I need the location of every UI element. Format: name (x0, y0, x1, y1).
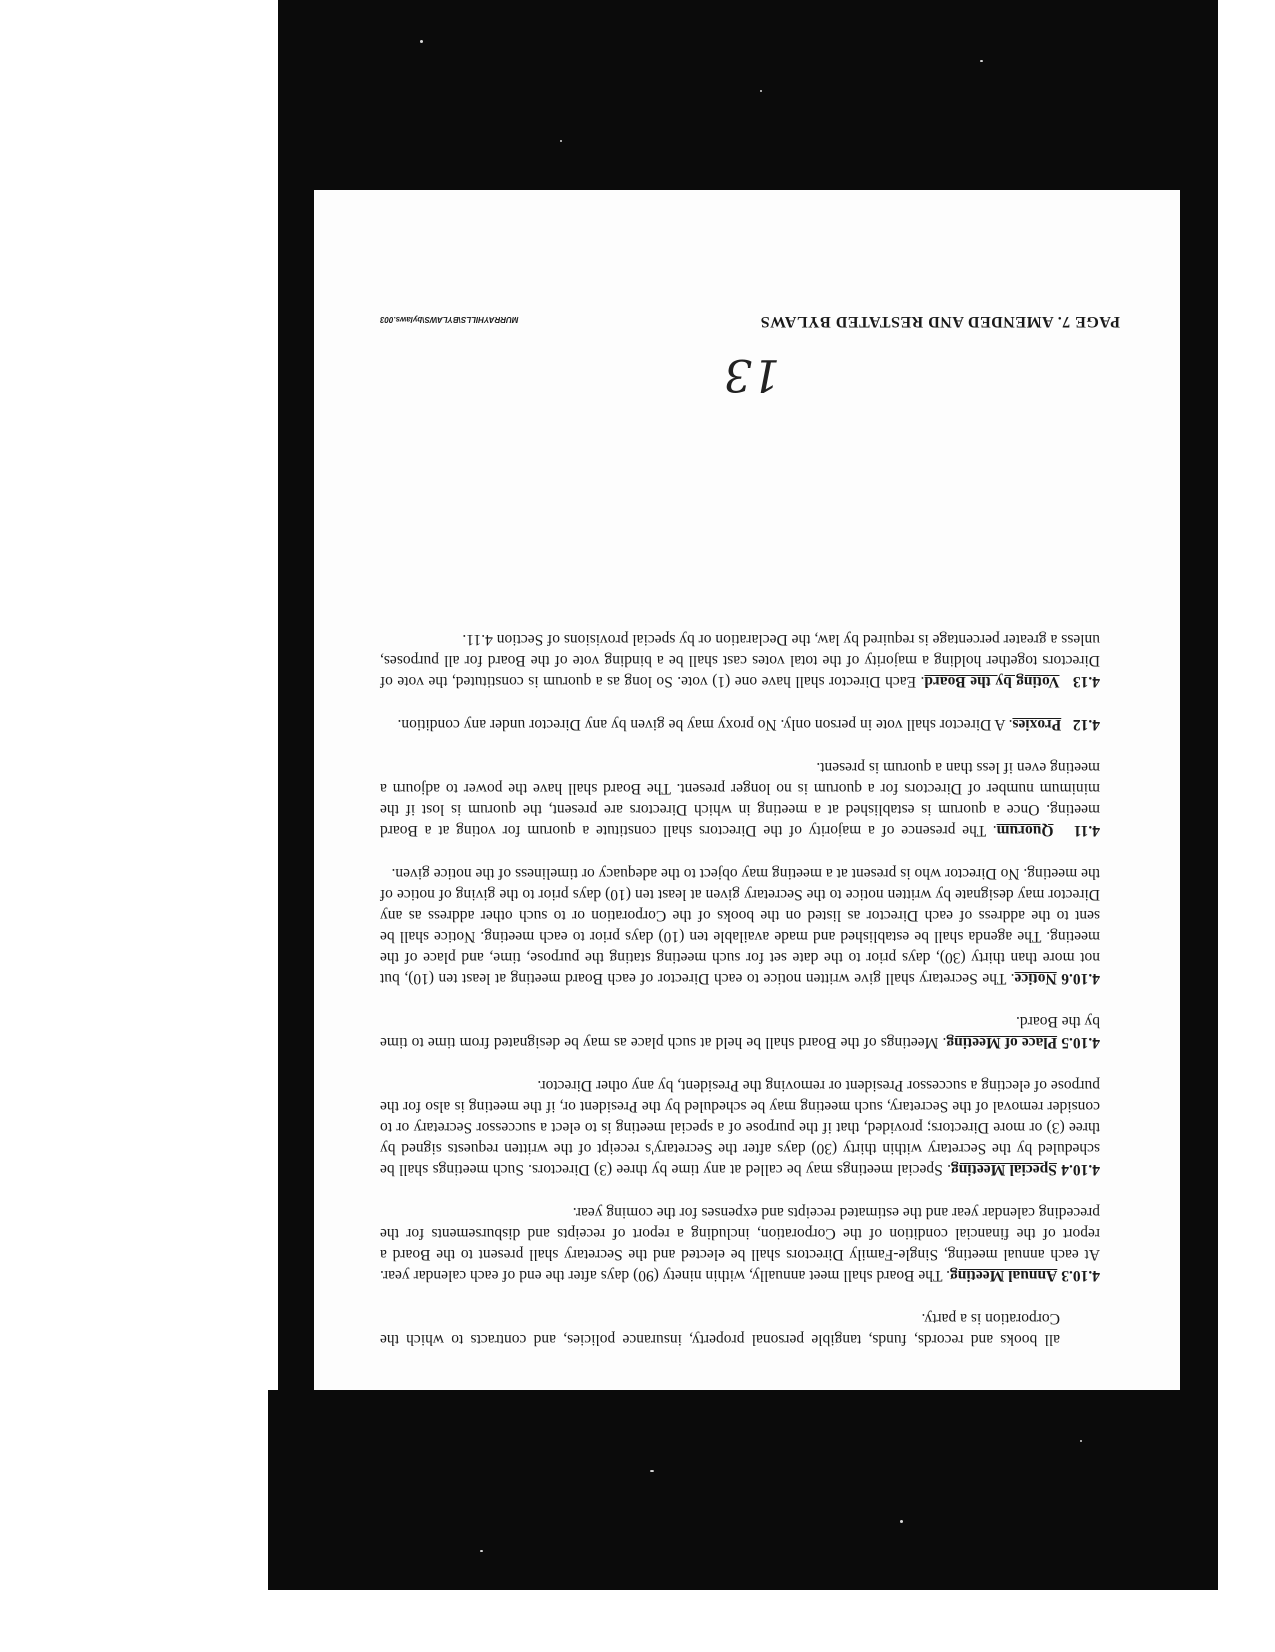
section-4-11: 4.11 Quorum. The presence of a majority of the Directors shall constitute a quorum for voting at a Board meeting. Once a quorum is established at a meeting in which Directors are present, the quorum is lost if the minimum number of Directors for a quorum is no longer present. The Board shall have the power to adjourn a meeting even if less than a quorum is present. (380, 759, 1100, 839)
footer-title: PAGE 7. AMENDED AND RESTATED BYLAWS (760, 313, 1120, 330)
section-text: The Secretary shall give written notice to each Director of each Board meeting at least ten (10), but not more than thirty (30), days prior to the date set for such meeting stating the purpose, time, and place of the meeting. The agenda shall be established and made available ten (10) days prior to each meeting. Notice shall be sent to the address of each Director as listed on the books of the Corporation or to such other address as any Director may designate by written notice to the Secretary given at least ten (10) days prior to the giving of notice of the meeting. No Director who is present at a meeting may object to the adequacy or timeliness of the notice given. (379, 865, 1100, 987)
section-text: Special meetings may be called at any time by three (3) Directors. Such meetings shall be scheduled by the Secretary within thirty (30) days after the Secretary's receipt of the written requests signed by three (3) or more Directors; provided, that if the purpose of a special meeting is to elect a successor Secretary or to consider removal of the Secretary, such meeting may be scheduled by the President or, if the meeting is also for the purpose of electing a successor President or removing the President, by any other Director. (379, 1077, 1100, 1178)
paragraph-text: all books and records, funds, tangible personal property, insurance policies, and contracts to which the Corporation is a party. (380, 1310, 1060, 1348)
scan-background-top (278, 0, 1218, 190)
handwritten-page-number: 13 (724, 349, 780, 400)
section-number: 4.10.6 (1061, 970, 1100, 987)
section-4-12: 4.12 Proxies. A Director shall vote in person only. No proxy may be given by any Director under any condition. (397, 716, 1100, 733)
section-4-10-5: 4.10.5 Place of Meeting. Meetings of the Board shall be held at such place as may be designated from time to time by the Board. (379, 1013, 1100, 1051)
section-text: Meetings of the Board shall be held at such place as may be designated from time to time by the Board. (379, 1013, 1100, 1051)
scan-speck (900, 1520, 903, 1523)
section-number: 4.10.5 (1061, 1034, 1100, 1051)
section-number: 4.13 (1072, 673, 1100, 690)
section-title: Place of Meeting (946, 1034, 1058, 1051)
section-text: A Director shall vote in person only. No proxy may be given by any Director under any condition. (397, 716, 1006, 733)
scan-speck (760, 90, 762, 92)
scan-background-right (1180, 190, 1218, 1390)
section-4-10-6: 4.10.6 Notice. The Secretary shall give written notice to each Director of each Board meeting at least ten (10), but not more than thirty (30), days prior to the date set for such meeting stating the purpose, time, and place of the meeting. The agenda shall be established and made available ten (10) days prior to each meeting. Notice shall be sent to the address of each Director as listed on the books of the Corporation or to such other address as any Director may designate by written notice to the Secretary given at least ten (10) days prior to the giving of notice of the meeting. No Director who is present at a meeting may object to the adequacy or timeliness of the notice given. (379, 865, 1100, 987)
scan-speck (560, 140, 562, 142)
section-text: Each Director shall have one (1) vote. So long as a quorum is constituted, the vote of Directors together holding a majority of the total votes cast shall be a binding vote of the Board for all purposes, unless a greater percentage is required by law, the Declaration or by special provisions of Section 4.11. (380, 631, 1100, 690)
scan-background-left (278, 190, 314, 1390)
section-number: 4.10.3 (1061, 1267, 1100, 1284)
page-footer (360, 300, 1120, 330)
section-title: Quorum (996, 822, 1054, 839)
document-body (380, 607, 1100, 1350)
section-4-13: 4.13 Voting by the Board. Each Director shall have one (1) vote. So long as a quorum is constituted, the vote of Directors together holding a majority of the total votes cast shall be a binding vote of the Board for all purposes, unless a greater percentage is required by law, the Declaration or by special provisions of Section 4.11. (380, 631, 1100, 690)
scan-speck (480, 1550, 483, 1552)
section-title: Annual Meeting (950, 1267, 1058, 1284)
section-text: The presence of a majority of the Directors shall constitute a quorum for voting at a Board meeting. Once a quorum is established at a meeting in which Directors are present, the quorum is lost if the minimum number of Directors for a quorum is no longer present. The Board shall have the power to adjourn a meeting even if less than a quorum is present. (380, 759, 1100, 839)
paragraph-continuation (380, 1308, 1060, 1350)
footer-file-path: MURRAYHILLS\BYLAWS\bylaws.003 (380, 315, 519, 324)
document-page (314, 190, 1180, 1390)
scan-speck (650, 1470, 654, 1472)
section-title: Proxies (1012, 716, 1062, 733)
section-4-10-4: 4.10.4 Special Meeting. Special meetings may be called at any time by three (3) Directors. Such meetings shall be scheduled by the Secretary within thirty (30) days after the Secretary's receipt of the written requests signed by three (3) or more Directors; provided, that if the purpose of a special meeting is to elect a successor Secretary or to consider removal of the Secretary, such meeting may be scheduled by the President or, if the meeting is also for the purpose of electing a successor President or removing the President, by any other Director. (379, 1077, 1100, 1178)
section-title: Special Meeting (951, 1161, 1057, 1178)
section-number: 4.10.4 (1061, 1161, 1100, 1178)
section-4-10-3: 4.10.3 Annual Meeting. The Board shall meet annually, within ninety (90) days after the end of each calendar year. At each annual meeting, Single-Family Directors shall be elected and the Secretary shall present to the Board a report of the financial condition of the Corporation, including a report of receipts and disbursements for the preceding calendar year and the estimated receipts and expenses for the coming year. (379, 1204, 1100, 1284)
section-number: 4.12 (1072, 716, 1100, 733)
section-text: The Board shall meet annually, within ninety (90) days after the end of each calendar year. At each annual meeting, Single-Family Directors shall be elected and the Secretary shall present to the Board a report of the financial condition of the Corporation, including a report of receipts and disbursements for the preceding calendar year and the estimated receipts and expenses for the coming year. (379, 1204, 1100, 1284)
scan-speck (420, 40, 423, 43)
section-title: Voting by the Board (924, 673, 1060, 690)
scan-speck (980, 60, 983, 62)
section-number: 4.11 (1073, 822, 1100, 839)
scan-speck (1080, 1440, 1082, 1442)
scan-background-bottom (268, 1390, 1218, 1590)
section-title: Notice (1014, 970, 1057, 987)
